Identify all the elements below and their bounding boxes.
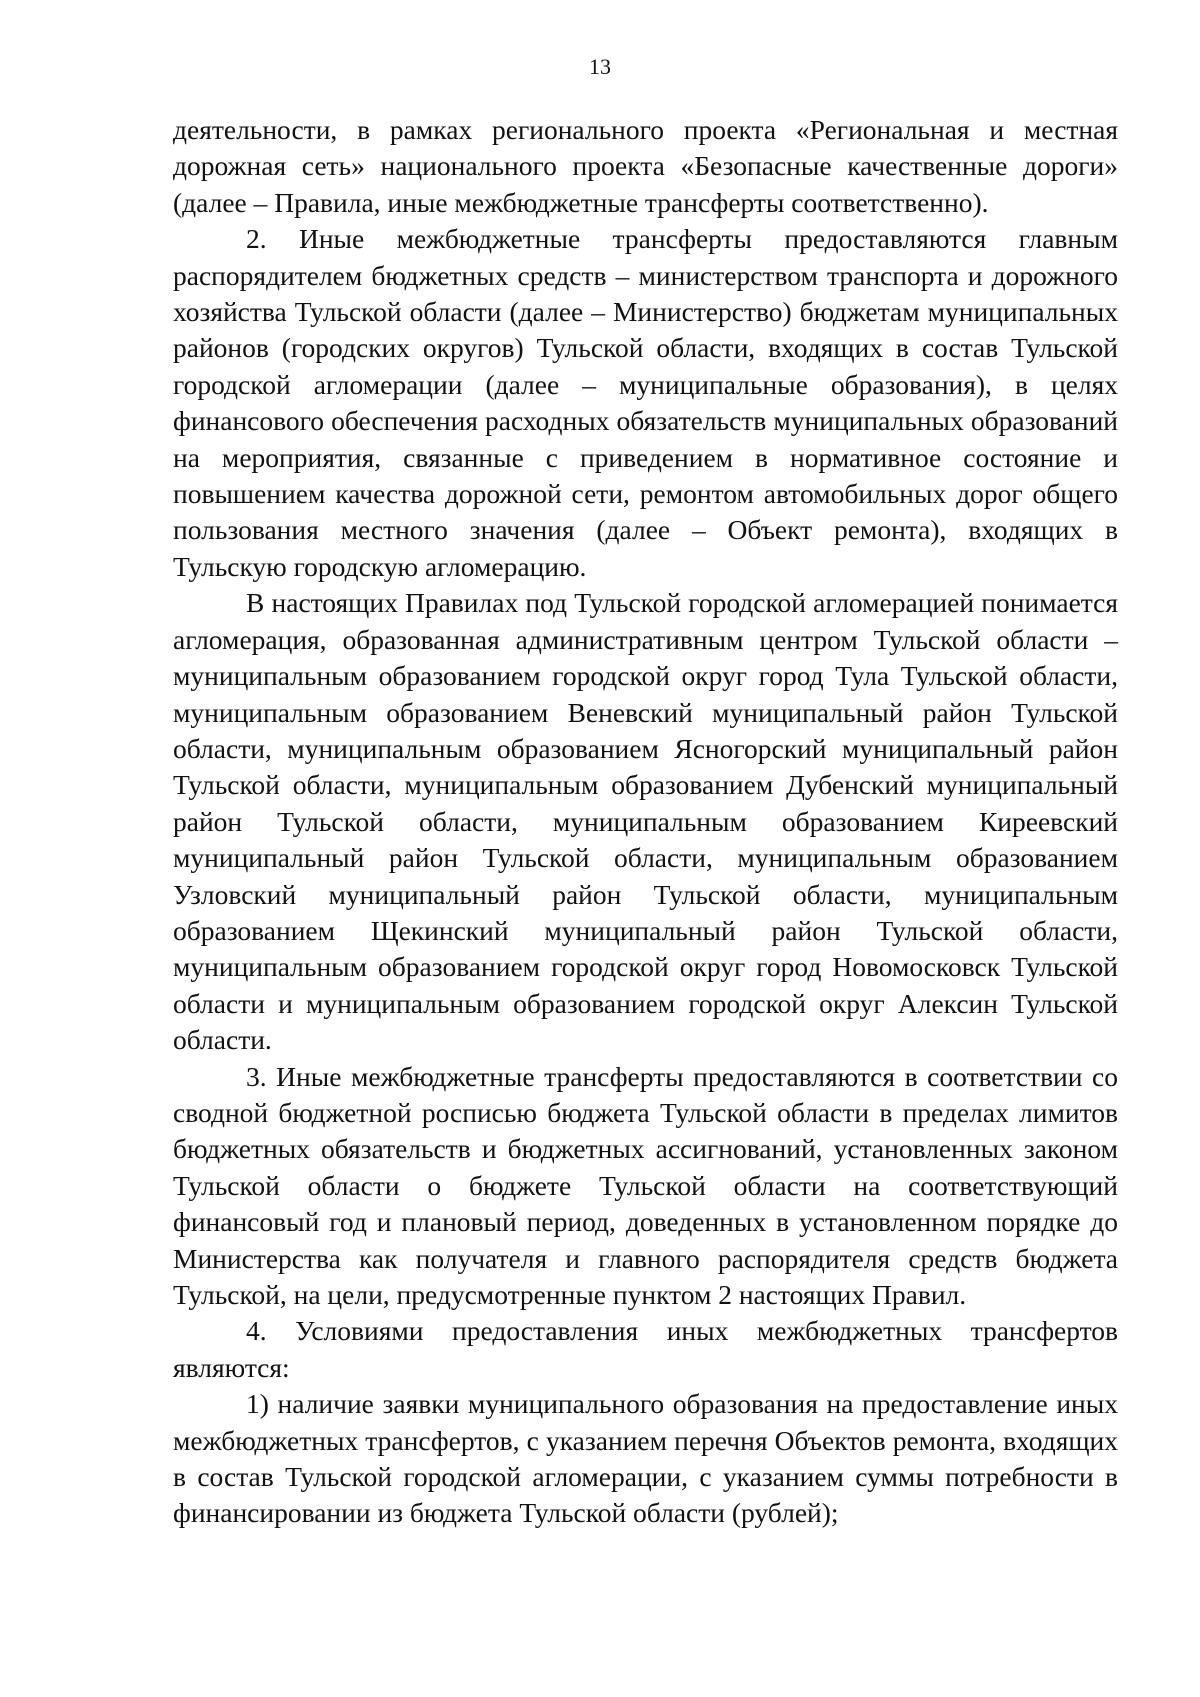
paragraph-continuation: деятельности, в рамках регионального проекта «Региональная и местная дорожная сеть» национального проекта «Безопасные качественные дороги» (далее – Правила, иные межбюджетные трансферты соответственно).: [173, 114, 1118, 218]
paragraph-agglomeration-definition: В настоящих Правилах под Тульской городской агломерацией понимается агломерация, образованная административным центром Тульской области – муниципальным образованием городской округ город Тула Тульской области, муниципальным образованием Веневский муниципальный район Тульской области, муниципальным образованием Ясногорский муниципальный район Тульской области, муниципальным образованием Дубенский муниципальный район Тульской области, муниципальным образованием Киреевский муниципальный район Тульской области, муниципальным образованием Узловский муниципальный район Тульской области, муниципальным образованием Щекинский муниципальный район Тульской области, муниципальным образованием городской округ город Новомосковск Тульской области и муниципальным образованием городской округ Алексин Тульской области.: [173, 587, 1118, 1056]
paragraph-subitem-1: 1) наличие заявки муниципального образования на предоставление иных межбюджетных трансфертов, с указанием перечня Объектов ремонта, входящих в состав Тульской городской агломерации, с указанием суммы потребности в финансировании из бюджета Тульской области (рублей);: [173, 1388, 1118, 1529]
paragraph-item-3: 3. Иные межбюджетные трансферты предоставляются в соответствии со сводной бюджетной росписью бюджета Тульской области в пределах лимитов бюджетных обязательств и бюджетных ассигнований, установленных законом Тульской области о бюджете Тульской области на соответствующий финансовый год и плановый период, доведенных в установленном порядке до Министерства как получателя и главного распорядителя средств бюджета Тульской, на цели, предусмотренные пунктом 2 настоящих Правил.: [173, 1060, 1118, 1310]
document-body: [173, 112, 1118, 1532]
paragraph-item-2: 2. Иные межбюджетные трансферты предоставляются главным распорядителем бюджетных средств – министерством транспорта и дорожного хозяйства Тульской области (далее – Министерство) бюджетам муниципальных районов (городских округов) Тульской области, входящих в состав Тульской городской агломерации (далее – муниципальные образования), в целях финансового обеспечения расходных обязательств муниципальных образований на мероприятия, связанные с приведением в нормативное состояние и повышением качества дорожной сети, ремонтом автомобильных дорог общего пользования местного значения (далее – Объект ремонта), входящих в Тульскую городскую агломерацию.: [173, 223, 1118, 582]
page-number: 13: [589, 54, 611, 79]
paragraph-item-4: 4. Условиями предоставления иных межбюджетных трансфертов являются:: [173, 1315, 1118, 1383]
